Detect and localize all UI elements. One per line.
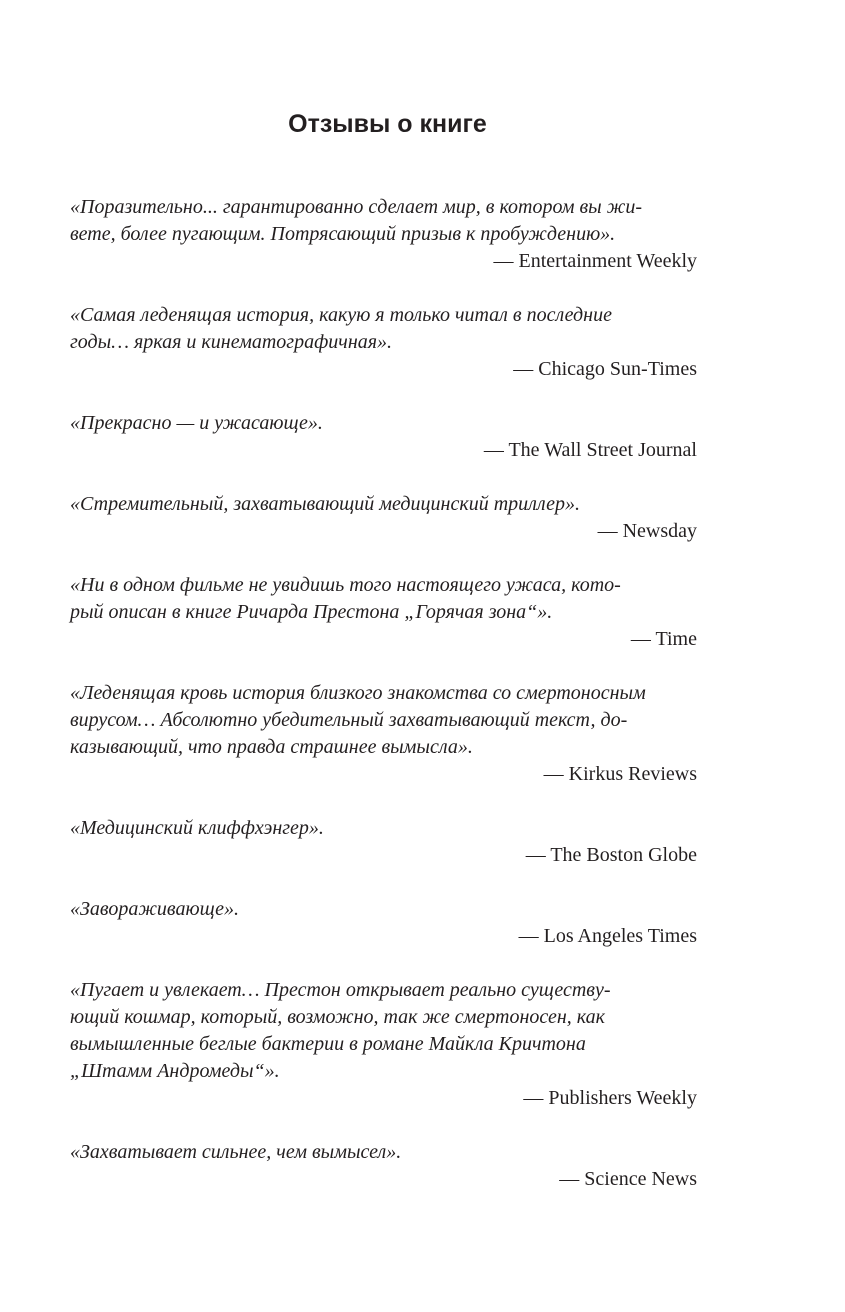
- review-block: [70, 815, 697, 869]
- review-quote-line: «Медицинский клиффхэнгер».: [70, 817, 324, 839]
- review-quote-line: «Завораживающе».: [70, 898, 240, 920]
- reviews-list: [70, 194, 697, 1193]
- review-spacer: [70, 788, 697, 815]
- review-quote-line: вирусом… Абсолютно убедительный захватывающий текст, до-: [70, 709, 628, 731]
- review-quote-line: вете, более пугающим. Потрясающий призыв к пробуждению».: [70, 223, 616, 245]
- review-quote-line: ющий кошмар, который, возможно, так же смертоносен, как: [70, 1006, 605, 1028]
- review-source: — Publishers Weekly: [523, 1087, 697, 1109]
- review-spacer: [70, 869, 697, 896]
- review-source: — Entertainment Weekly: [493, 250, 697, 272]
- review-quote-line: «Захватывает сильнее, чем вымысел».: [70, 1141, 402, 1163]
- review-quote-line: «Пугает и увлекает… Престон открывает реально существу-: [70, 979, 611, 1001]
- review-block: [70, 896, 697, 950]
- review-block: [70, 1139, 697, 1193]
- review-source: — The Boston Globe: [525, 844, 697, 866]
- review-source: — Science News: [559, 1168, 697, 1190]
- review-quote-line: годы… яркая и кинематографичная».: [70, 331, 393, 353]
- review-source: — Los Angeles Times: [518, 925, 697, 947]
- review-block: [70, 194, 697, 275]
- review-spacer: [70, 950, 697, 977]
- review-spacer: [70, 545, 697, 572]
- review-block: [70, 977, 697, 1112]
- review-block: [70, 680, 697, 788]
- review-block: [70, 302, 697, 383]
- review-spacer: [70, 464, 697, 491]
- page-title: Отзывы о книге: [288, 110, 487, 138]
- review-source: — Chicago Sun-Times: [513, 358, 697, 380]
- review-source: — Time: [630, 628, 697, 650]
- review-source: — Kirkus Reviews: [543, 763, 697, 785]
- review-quote-line: «Поразительно... гарантированно сделает мир, в котором вы жи-: [70, 196, 642, 218]
- review-block: [70, 410, 697, 464]
- review-quote-line: «Ни в одном фильме не увидишь того настоящего ужаса, кото-: [70, 574, 621, 596]
- review-quote-line: рый описан в книге Ричарда Престона „Горячая зона“».: [70, 601, 553, 623]
- review-quote-line: казывающий, что правда страшнее вымысла».: [70, 736, 473, 758]
- review-block: [70, 491, 697, 545]
- review-quote-line: вымышленные беглые бактерии в романе Майкла Кричтона: [70, 1033, 586, 1055]
- review-quote-line: «Прекрасно — и ужасающе».: [70, 412, 323, 434]
- review-quote-line: „Штамм Андромеды“».: [70, 1060, 280, 1082]
- review-source: — Newsday: [597, 520, 697, 542]
- review-source: — The Wall Street Journal: [483, 439, 697, 461]
- review-quote-line: «Самая леденящая история, какую я только читал в последние: [70, 304, 612, 326]
- review-spacer: [70, 1112, 697, 1139]
- review-spacer: [70, 275, 697, 302]
- review-quote-line: «Стремительный, захватывающий медицинский триллер».: [70, 493, 580, 515]
- review-spacer: [70, 383, 697, 410]
- review-spacer: [70, 653, 697, 680]
- review-block: [70, 572, 697, 653]
- review-quote-line: «Леденящая кровь история близкого знакомства со смертоносным: [70, 682, 646, 704]
